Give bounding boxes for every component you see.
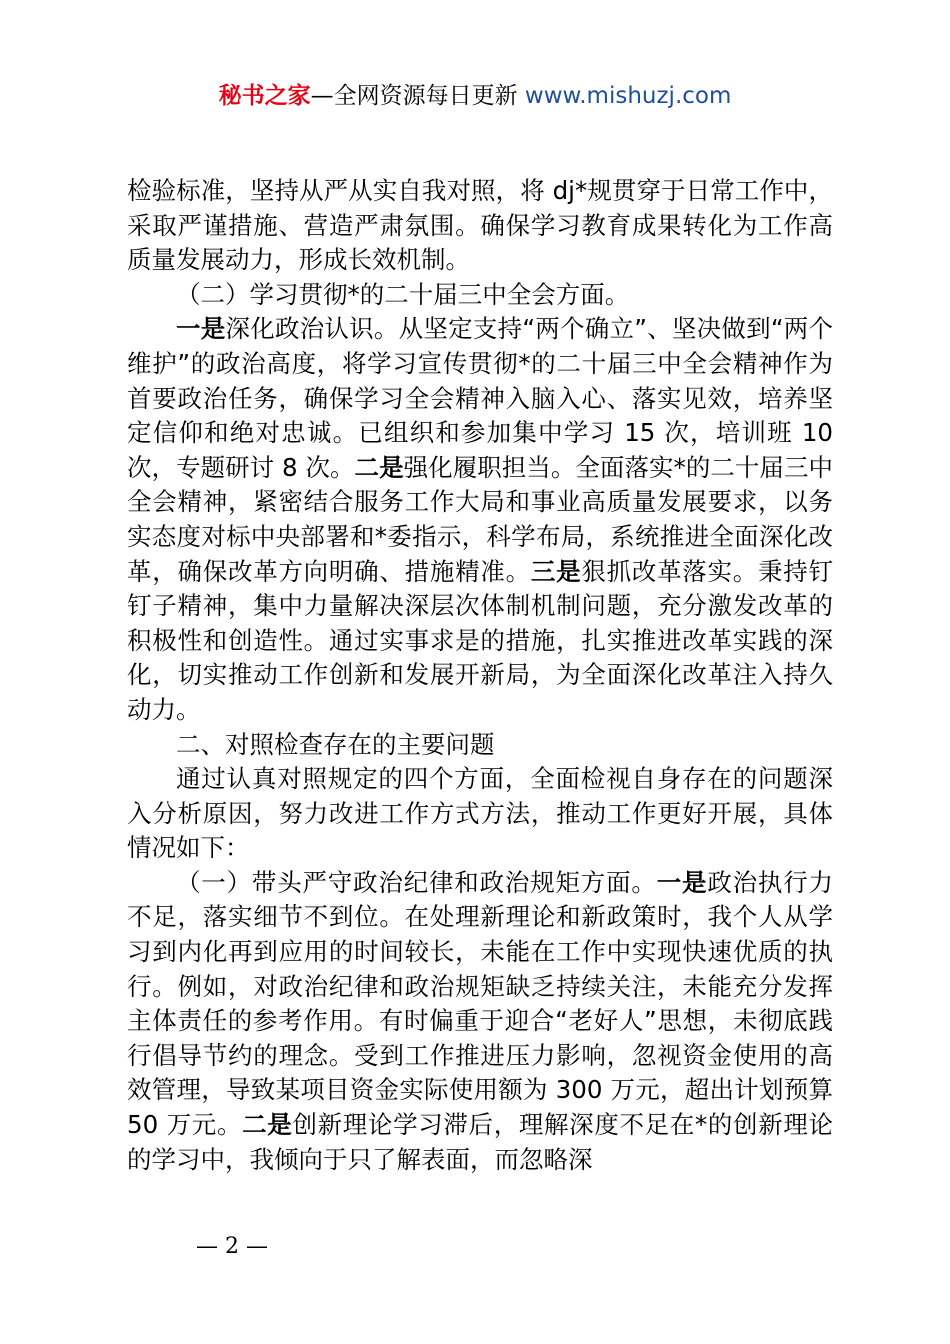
paragraph	[127, 278, 833, 313]
paragraph	[127, 866, 833, 1177]
paragraph	[127, 762, 833, 866]
site-url[interactable]: www.mishuzj.com	[524, 83, 732, 109]
paragraph-text: 强化履职担当。全面落实*的二十届三中全会精神，紧密结合服务工作大局和事业高质量发展要求，以务实态度对标中央部署和*委指示，科学布局，系统推进全面深化改革，确保改革方向明确、措施精准。	[127, 452, 834, 586]
paragraph-text: 创新理论学习滞后，理解深度不足在*的创新理论的学习中，我倾向于只了解表面，而忽略深	[127, 1110, 834, 1174]
site-tagline: —全网资源每日更新	[310, 83, 525, 109]
paragraph-text: 政治执行力不足，落实细节不到位。在处理新理论和新政策时，我个人从学习到内化再到应用的时间较长，未能在工作中实现快速优质的执行。例如，对政治纪律和政治规矩缺乏持续关注，未能充分发挥主体责任的参考作用。有时偏重于迎合“老好人”思想，未彻底践行倡导节约的理念。受到工作推进压力影响，忽视资金使用的高效管理，导致某项目资金实际使用额为 300 万元，超出计划预算 50 万元。	[127, 867, 834, 1140]
paragraph-text: （二）学习贯彻*的二十届三中全会方面。	[176, 279, 630, 309]
paragraph	[127, 312, 833, 727]
bold-lead-phrase: 二是	[242, 1110, 293, 1140]
paragraph-text: 检验标准，坚持从严从实自我对照，将 dj*规贯穿于日常工作中，采取严谨措施、营造严肃氛围。确保学习教育成果转化为工作高质量发展动力，形成长效机制。	[127, 176, 833, 275]
bold-lead-phrase: 一是	[656, 867, 708, 897]
page-number: — 2 —	[196, 1234, 268, 1259]
paragraph-text: 深化政治认识。从坚定支持“两个确立”、坚决做到“两个维护”的政治高度，将学习宣传贯彻*的二十届三中全会精神作为首要政治任务，确保学习全会精神入脑入心、落实见效，培养坚定信仰和绝对忠诚。已组织和参加集中学习 15 次，培训班 10 次，专题研讨 8 次。	[127, 314, 834, 482]
bold-lead-phrase: 二是	[354, 452, 404, 482]
paragraph-text: （一）带头严守政治纪律和政治规矩方面。	[176, 867, 657, 897]
document-body	[127, 174, 833, 1177]
paragraph	[127, 174, 833, 278]
bold-lead-phrase: 三是	[530, 556, 582, 586]
paragraph-text: 狠抓改革落实。秉持钉钉子精神，集中力量解决深层次体制机制问题，充分激发改革的积极性和创造性。通过实事求是的措施，扎实推进改革实践的深化，切实推动工作创新和发展开新局，为全面深化改革注入持久动力。	[127, 556, 834, 724]
site-brand: 秘书之家	[218, 83, 311, 109]
bold-lead-phrase: 一是	[176, 314, 226, 344]
site-header	[0, 80, 950, 112]
paragraph-text: 通过认真对照规定的四个方面，全面检视自身存在的问题深入分析原因，努力改进工作方式方法，推动工作更好开展，具体情况如下：	[127, 764, 833, 863]
paragraph	[127, 728, 833, 763]
paragraph-text: 二、对照检查存在的主要问题	[176, 729, 495, 759]
